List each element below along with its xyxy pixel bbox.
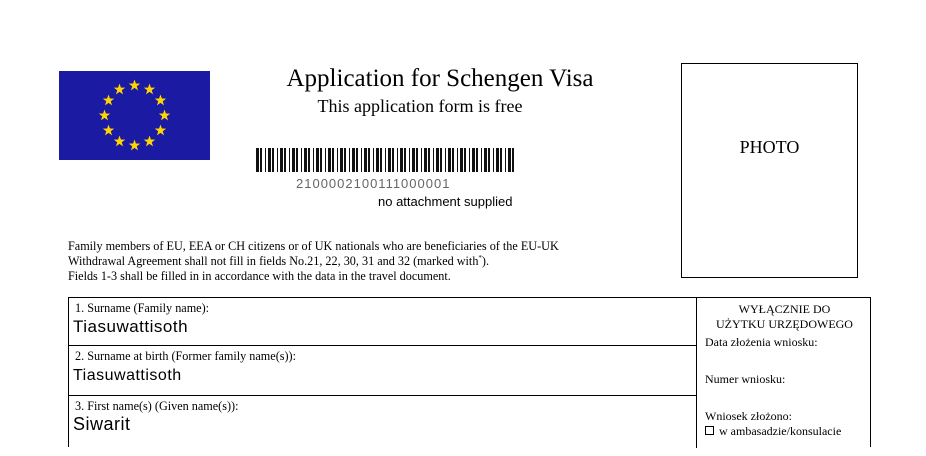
application-number-label: Numer wniosku: — [705, 372, 786, 386]
barcode-image — [254, 146, 519, 176]
notice-line-3: Fields 1-3 shall be filled in in accordance with the data in the travel document. — [68, 269, 451, 283]
application-form — [68, 297, 871, 447]
surname-label: 1. Surname (Family name): — [75, 301, 210, 315]
first-name-label: 3. First name(s) (Given name(s)): — [75, 399, 239, 413]
official-use-panel — [696, 298, 872, 448]
notice-line-1: Family members of EU, EEA or CH citizens or of UK nationals who are beneficiaries of the EU-UK — [68, 239, 559, 253]
application-date-label: Data złożenia wniosku: — [705, 335, 818, 349]
surname-at-birth-value: Tiasuwattisoth — [73, 367, 182, 384]
checkbox-icon[interactable] — [705, 426, 714, 435]
surname-at-birth-field[interactable] — [69, 346, 696, 396]
first-name-value: Siwarit — [73, 414, 131, 434]
instructions-notice — [68, 239, 688, 284]
eu-flag-icon — [59, 71, 210, 160]
embassy-option[interactable] — [705, 424, 864, 439]
photo-box — [681, 63, 858, 278]
page-title: Application for Schengen Visa — [286, 65, 594, 92]
first-name-field[interactable] — [69, 396, 696, 456]
barcode-number: 2100002100111000001 — [296, 176, 451, 191]
page-subtitle: This application form is free — [317, 96, 523, 116]
official-use-header: WYŁĄCZNIE DO UŻYTKU URZĘDOWEGO — [716, 302, 853, 331]
surname-field[interactable] — [69, 298, 696, 346]
attachment-note: no attachment supplied — [378, 194, 513, 209]
photo-label: PHOTO — [739, 137, 800, 157]
asterisk-mark: * — [478, 253, 482, 262]
surname-value: Tiasuwattisoth — [73, 317, 189, 336]
surname-at-birth-label: 2. Surname at birth (Former family name(s)): — [75, 349, 297, 363]
submitted-at-label: Wniosek złożono: — [705, 409, 792, 423]
notice-line-2: Withdrawal Agreement shall not fill in fields No.21, 22, 30, 31 and 32 (marked with*). — [68, 253, 490, 268]
embassy-option-label: w ambasadzie/konsulacie — [719, 424, 842, 438]
